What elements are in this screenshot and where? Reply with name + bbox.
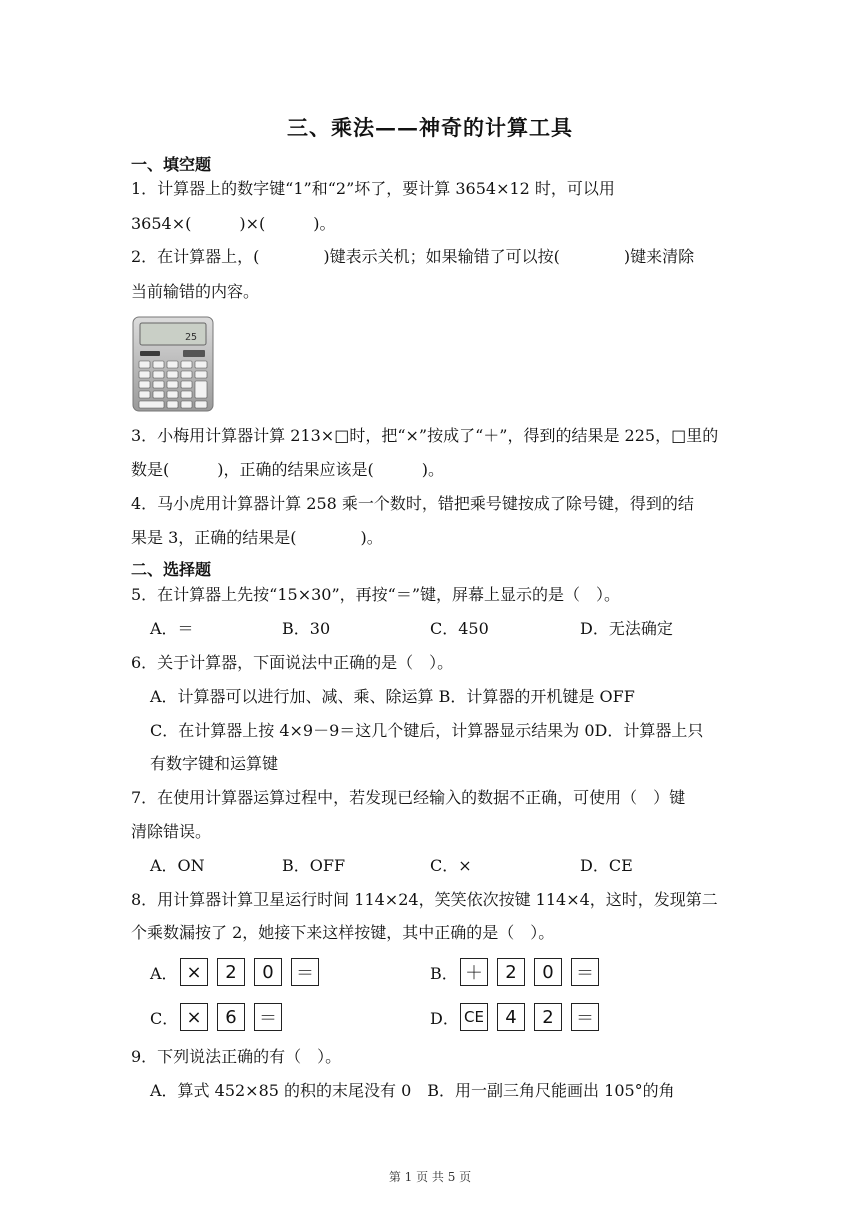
question-6-line-1: A．计算器可以进行加、减、乘、除运算 B．计算器的开机键是 OFF — [150, 687, 635, 706]
question-4-line-1: 4．马小虎用计算器计算 258 乘一个数时，错把乘号键按成了除号键，得到的结 — [131, 494, 694, 513]
question-8-line-1: 8．用计算器计算卫星运行时间 114×24，笑笑依次按键 114×4，这时，发现第二 — [131, 890, 718, 909]
question-5-stem: 5．在计算器上先按“15×30”，再按“＝”键，屏幕上显示的是（ ）。 — [131, 585, 621, 604]
question-4-line-2: 果是 3，正确的结果是( )。 — [131, 528, 383, 547]
question-8-option-a — [150, 958, 328, 986]
question-7-option-c: C．× — [430, 856, 472, 875]
question-8-option-c — [150, 1003, 291, 1031]
question-5-option-a: A．＝ — [150, 619, 194, 638]
key-plus: ＋ — [460, 958, 488, 986]
question-7-line-2: 清除错误。 — [131, 822, 212, 841]
option-label: A． — [150, 963, 178, 983]
question-6-line-2: C．在计算器上按 4×9－9＝这几个键后，计算器显示结果为 0D．计算器上只 — [150, 721, 704, 740]
calculator-icon — [131, 315, 215, 417]
key-2: 2 — [534, 1003, 562, 1031]
question-8-line-2: 个乘数漏按了 2，她接下来这样按键，其中正确的是（ ）。 — [131, 923, 555, 942]
key-ce: CE — [460, 1003, 488, 1031]
question-8-option-d — [430, 1003, 608, 1031]
question-7-option-b: B．OFF — [282, 856, 346, 875]
question-7-option-a: A．ON — [150, 856, 205, 875]
question-5-option-b: B．30 — [282, 619, 331, 638]
key-2: 2 — [217, 958, 245, 986]
question-3-line-2: 数是( )，正确的结果应该是( )。 — [131, 460, 444, 479]
page-footer: 第 1 页 共 5 页 — [388, 1170, 472, 1184]
question-1-line-2: 3654×( )×( )。 — [131, 214, 336, 233]
option-label: D． — [430, 1008, 459, 1028]
key-times: × — [180, 1003, 208, 1031]
question-9-stem: 9．下列说法正确的有（ ）。 — [131, 1047, 342, 1066]
question-6-line-3: 有数字键和运算键 — [150, 754, 279, 773]
key-0: 0 — [534, 958, 562, 986]
question-5-option-c: C．450 — [430, 619, 489, 638]
question-3-line-1: 3．小梅用计算器计算 213×□时，把“×”按成了“＋”，得到的结果是 225，□里的 — [131, 426, 719, 445]
option-label: B． — [430, 963, 458, 983]
key-0: 0 — [254, 958, 282, 986]
key-times: × — [180, 958, 208, 986]
key-equals: ＝ — [571, 958, 599, 986]
question-7-line-1: 7．在使用计算器运算过程中，若发现已经输入的数据不正确，可使用（ ）键 — [131, 788, 686, 807]
key-6: 6 — [217, 1003, 245, 1031]
question-9-line-1: A．算式 452×85 的积的末尾没有 0 B．用一副三角尺能画出 105°的角 — [150, 1081, 675, 1100]
page-title: 三、乘法——神奇的计算工具 — [287, 115, 573, 140]
key-2: 2 — [497, 958, 525, 986]
question-5-option-d: D．无法确定 — [580, 619, 673, 638]
section-heading-choice: 二、选择题 — [131, 560, 212, 579]
key-equals: ＝ — [254, 1003, 282, 1031]
section-heading-fill: 一、填空题 — [131, 155, 212, 174]
question-6-stem: 6．关于计算器，下面说法中正确的是（ ）。 — [131, 653, 454, 672]
option-label: C． — [150, 1008, 179, 1028]
question-8-option-b — [430, 958, 608, 986]
key-4: 4 — [497, 1003, 525, 1031]
question-1-line-1: 1．计算器上的数字键“1”和“2”坏了，要计算 3654×12 时，可以用 — [131, 179, 615, 198]
svg-text:25: 25 — [184, 332, 197, 343]
question-2-line-1: 2．在计算器上，( )键表示关机；如果输错了可以按( )键来清除 — [131, 247, 695, 266]
key-equals: ＝ — [571, 1003, 599, 1031]
question-2-line-2: 当前输错的内容。 — [131, 282, 260, 301]
key-equals: ＝ — [291, 958, 319, 986]
question-7-option-d: D．CE — [580, 856, 633, 875]
